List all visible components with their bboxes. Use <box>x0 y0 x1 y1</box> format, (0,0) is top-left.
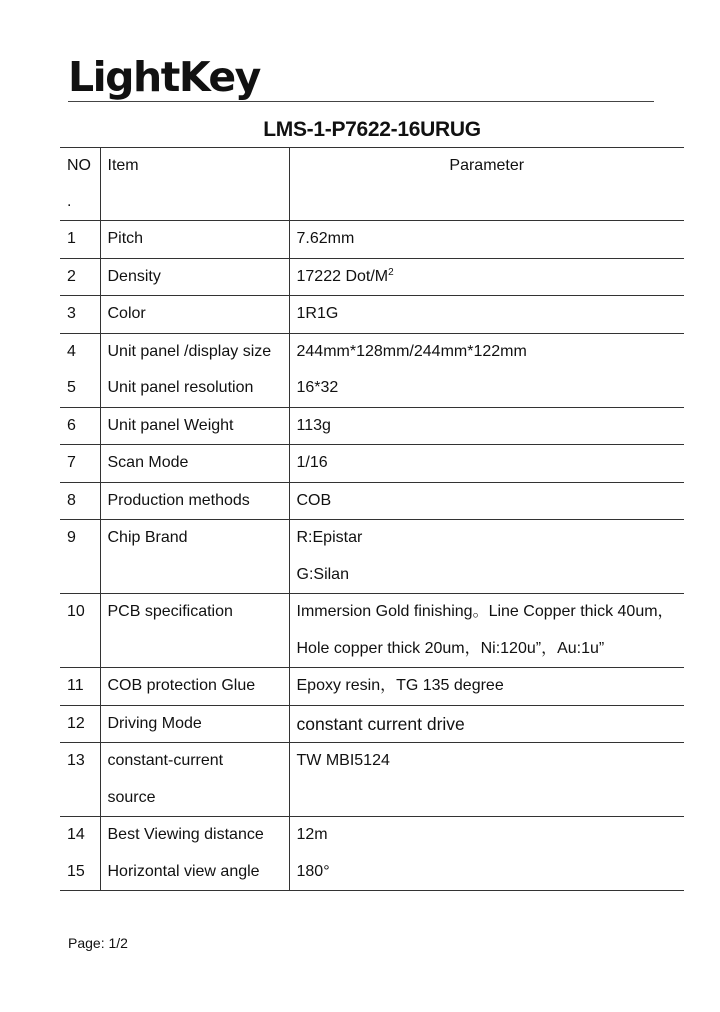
table-row <box>60 594 684 668</box>
row-parameter: TW MBI5124 <box>289 743 684 817</box>
row-item: Color <box>100 296 289 334</box>
table-row <box>60 296 684 334</box>
row-item: Production methods <box>100 482 289 520</box>
row-number: 4 5 <box>60 333 100 407</box>
row-parameter: R:Epistar G:Silan <box>289 520 684 594</box>
row-number: 2 <box>60 258 100 296</box>
table-row <box>60 258 684 296</box>
row-parameter: COB <box>289 482 684 520</box>
row-parameter: 113g <box>289 407 684 445</box>
row-item: Driving Mode <box>100 705 289 743</box>
row-item: Scan Mode <box>100 445 289 483</box>
table-row <box>60 520 684 594</box>
row-parameter: 1/16 <box>289 445 684 483</box>
table-row <box>60 482 684 520</box>
row-number: 10 <box>60 594 100 668</box>
row-parameter: Immersion Gold finishing。Line Copper thick 40um， Hole copper thick 20um，Ni:120u”，Au:1u” <box>289 594 684 668</box>
header-no: NO . <box>60 148 100 221</box>
table-row <box>60 705 684 743</box>
row-parameter: 12m 180° <box>289 817 684 891</box>
row-parameter: 244mm*128mm/244mm*122mm 16*32 <box>289 333 684 407</box>
row-number: 9 <box>60 520 100 594</box>
row-number: 13 <box>60 743 100 817</box>
row-number: 6 <box>60 407 100 445</box>
row-number: 3 <box>60 296 100 334</box>
row-item: Pitch <box>100 221 289 259</box>
table-header-row <box>60 148 684 221</box>
row-number: 12 <box>60 705 100 743</box>
row-number: 14 15 <box>60 817 100 891</box>
table-row <box>60 445 684 483</box>
row-parameter: 1R1G <box>289 296 684 334</box>
table-row <box>60 407 684 445</box>
table-row <box>60 743 684 817</box>
row-item: Best Viewing distance Horizontal view angle <box>100 817 289 891</box>
brand-logo: LightKey <box>68 53 260 101</box>
row-number: 11 <box>60 668 100 706</box>
spec-table <box>60 147 684 891</box>
table-row <box>60 333 684 407</box>
row-parameter: constant current drive <box>289 705 684 743</box>
row-parameter: Epoxy resin，TG 135 degree <box>289 668 684 706</box>
row-item: Density <box>100 258 289 296</box>
model-title: LMS-1-P7622-16URUG <box>263 118 481 141</box>
table-row <box>60 221 684 259</box>
header-parameter: Parameter <box>289 148 684 221</box>
table-row <box>60 817 684 891</box>
table-row <box>60 668 684 706</box>
header-item: Item <box>100 148 289 221</box>
row-parameter: 7.62mm <box>289 221 684 259</box>
row-item: Unit panel Weight <box>100 407 289 445</box>
row-item: constant-current source <box>100 743 289 817</box>
header-divider <box>68 101 654 102</box>
superscript: 2 <box>388 266 394 278</box>
row-number: 7 <box>60 445 100 483</box>
row-parameter: 17222 Dot/$M^2$ <box>289 258 684 296</box>
row-number: 8 <box>60 482 100 520</box>
row-item: Unit panel /display size Unit panel resolution <box>100 333 289 407</box>
row-item: COB protection Glue <box>100 668 289 706</box>
row-item: Chip Brand <box>100 520 289 594</box>
row-item: PCB specification <box>100 594 289 668</box>
row-number: 1 <box>60 221 100 259</box>
page-indicator: Page: 1/2 <box>68 935 128 951</box>
